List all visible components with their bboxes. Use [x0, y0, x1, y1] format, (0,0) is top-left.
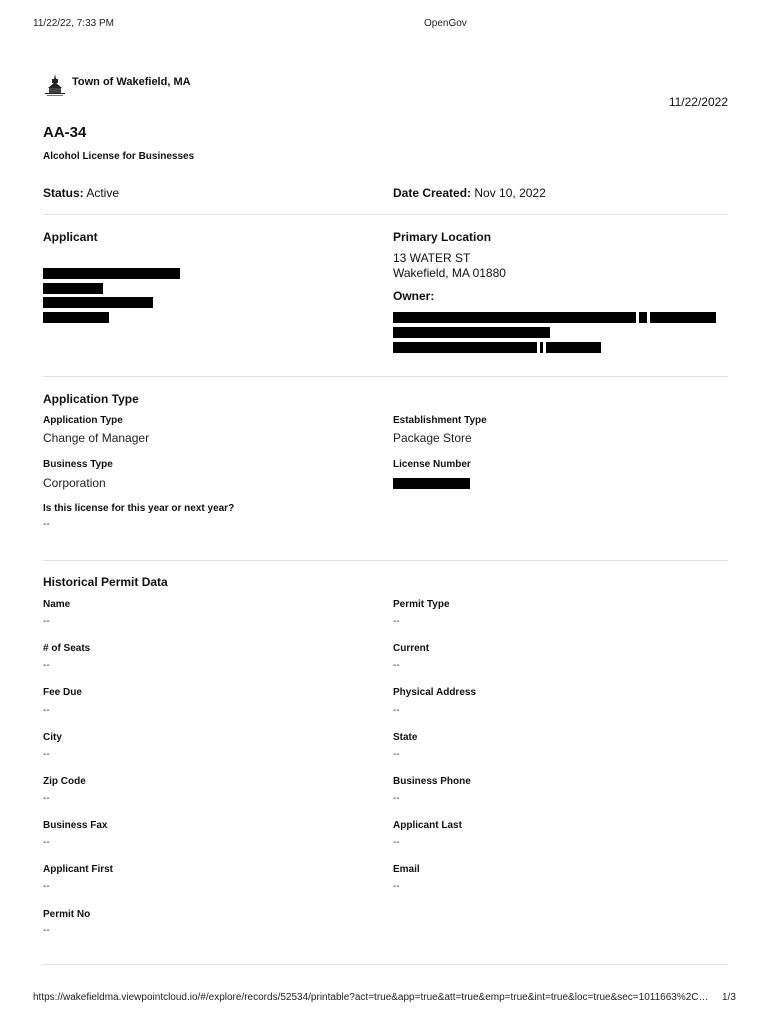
applicant-heading: Applicant [43, 230, 98, 244]
print-datetime: 11/22/22, 7:33 PM [33, 18, 114, 29]
seats-value: -- [43, 660, 50, 671]
permit-type-label: Permit Type [393, 599, 450, 610]
divider [43, 214, 728, 215]
physical-address-value: -- [393, 705, 400, 716]
historical-heading: Historical Permit Data [43, 575, 168, 589]
redaction-bar [43, 268, 180, 279]
town-seal-icon [42, 72, 68, 98]
applicant-last-value: -- [393, 837, 400, 848]
establishment-type-value: Package Store [393, 431, 472, 445]
email-label: Email [393, 864, 420, 875]
org-name: Town of Wakefield, MA [72, 76, 191, 88]
application-type-label: Application Type [43, 415, 123, 426]
page-number: 1/3 [722, 992, 736, 1003]
print-url: https://wakefieldma.viewpointcloud.io/#/explore/records/52534/printable?act=true&app=true&att=true&emp=true&int=true&loc=true&sec=1011663%2C… [33, 992, 709, 1003]
physical-address-label: Physical Address [393, 687, 477, 698]
fee-due-value: -- [43, 705, 50, 716]
license-number-label: License Number [393, 459, 471, 470]
redaction-bar [43, 283, 103, 294]
date-created-label: Date Created: [393, 186, 472, 200]
current-label: Current [393, 643, 430, 654]
status-label: Status: [43, 186, 84, 200]
status-field [43, 186, 119, 200]
owner-label: Owner: [393, 289, 435, 303]
record-id: AA-34 [43, 124, 87, 141]
business-phone-label: Business Phone [393, 776, 471, 787]
zip-code-label: Zip Code [43, 776, 86, 787]
name-label: Name [43, 599, 71, 610]
establishment-type-label: Establishment Type [393, 415, 487, 426]
divider [43, 376, 728, 377]
redaction-bar [43, 297, 153, 308]
city-label: City [43, 732, 62, 743]
date-created-value: Nov 10, 2022 [474, 186, 546, 200]
permit-no-label: Permit No [43, 909, 91, 920]
permit-type-value: -- [393, 616, 400, 627]
applicant-first-label: Applicant First [43, 864, 114, 875]
primary-location-heading: Primary Location [393, 230, 492, 244]
business-type-label: Business Type [43, 459, 113, 470]
divider [43, 964, 728, 965]
license-year-value: -- [43, 519, 50, 530]
applicant-first-value: -- [43, 881, 50, 892]
redaction-bar [393, 478, 470, 489]
redaction-bar [639, 312, 647, 323]
state-label: State [393, 732, 418, 743]
redaction-bar [546, 342, 601, 353]
print-site-title: OpenGov [424, 18, 467, 29]
business-fax-value: -- [43, 837, 50, 848]
print-date: 11/22/2022 [668, 95, 728, 109]
business-type-value: Corporation [43, 476, 106, 490]
name-value: -- [43, 616, 50, 627]
divider [43, 560, 728, 561]
business-fax-label: Business Fax [43, 820, 108, 831]
permit-no-value: -- [43, 925, 50, 936]
application-type-heading: Application Type [43, 392, 139, 406]
business-phone-value: -- [393, 793, 400, 804]
seats-label: # of Seats [43, 643, 91, 654]
redaction-bar [393, 327, 550, 338]
date-created-field [393, 186, 546, 200]
fee-due-label: Fee Due [43, 687, 82, 698]
email-value: -- [393, 881, 400, 892]
city-value: -- [43, 749, 50, 760]
redaction-bar [43, 312, 109, 323]
zip-code-value: -- [43, 793, 50, 804]
record-type: Alcohol License for Businesses [43, 151, 195, 162]
redaction-bar [393, 342, 537, 353]
license-year-label: Is this license for this year or next year? [43, 503, 235, 514]
application-type-value: Change of Manager [43, 431, 150, 445]
redaction-bar [650, 312, 716, 323]
location-address-line2: Wakefield, MA 01880 [393, 266, 506, 280]
location-address-line1: 13 WATER ST [393, 251, 471, 265]
redaction-bar [393, 312, 636, 323]
current-value: -- [393, 660, 400, 671]
status-value: Active [86, 186, 120, 200]
applicant-last-label: Applicant Last [393, 820, 462, 831]
state-value: -- [393, 749, 400, 760]
redaction-bar [540, 342, 543, 353]
